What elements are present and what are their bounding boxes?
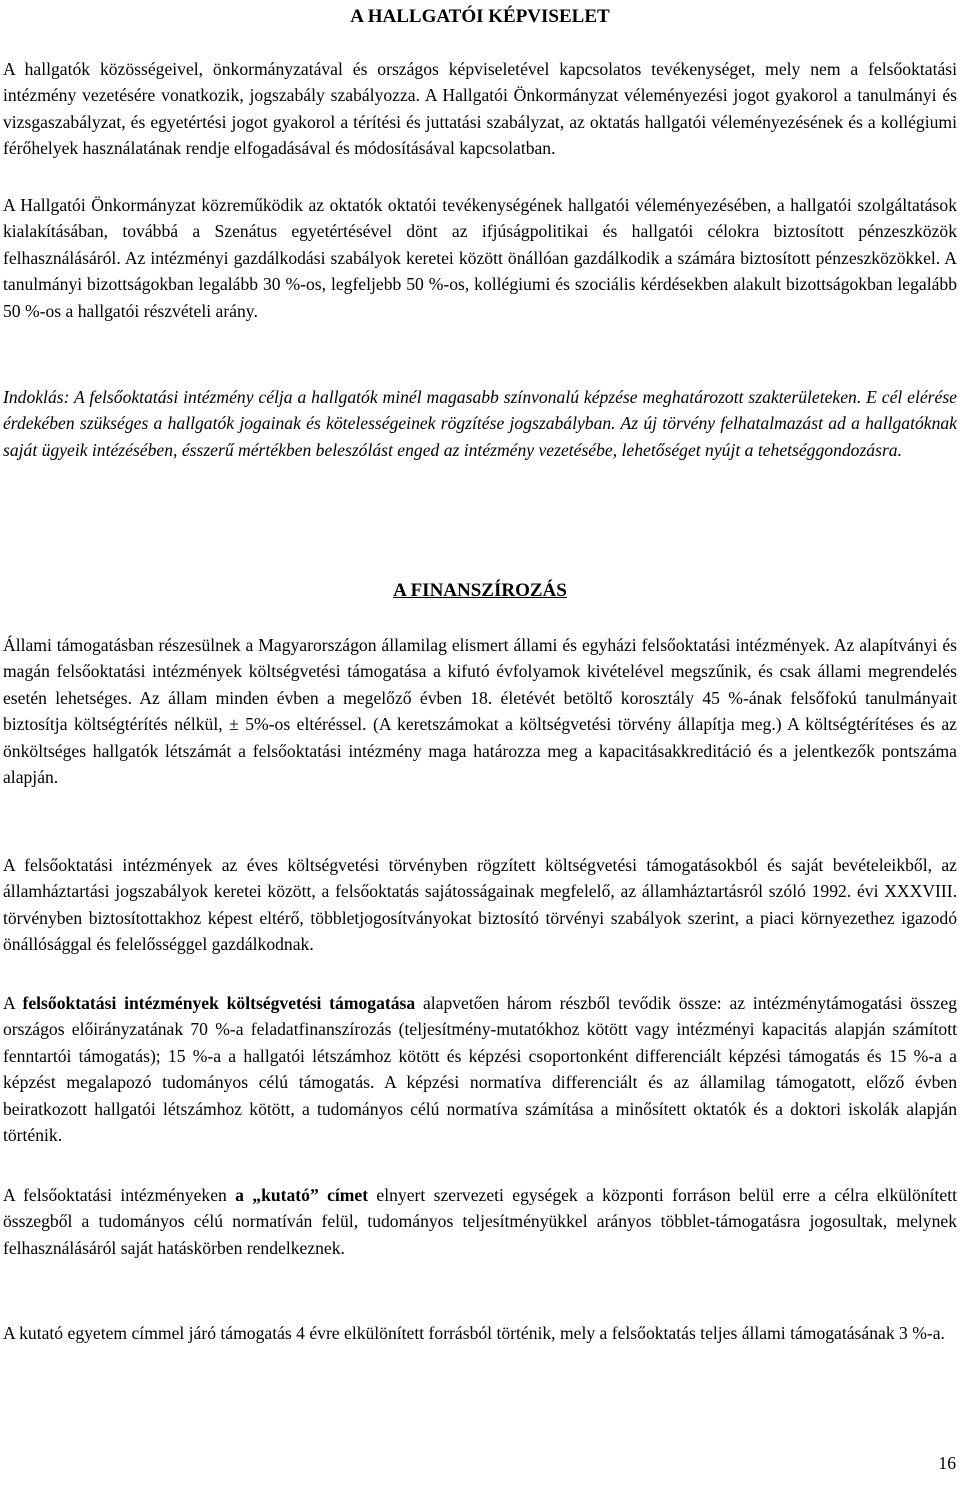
bold-phrase: a „kutató” címet <box>235 1185 369 1205</box>
paragraph-research-university-funding: A kutató egyetem címmel járó támogatás 4 évre elkülönített forrásból történik, mely a felsőoktatás teljes állami támogatásának 3 %-a. <box>3 1323 945 1343</box>
section-title-student-representation: A HALLGATÓI KÉPVISELET <box>350 6 610 27</box>
paragraph-research-title <box>3 1182 957 1261</box>
text-run: A felsőoktatási intézményeken <box>3 1185 236 1205</box>
page-number: 16 <box>938 1453 956 1473</box>
paragraph-budget-management: A felsőoktatási intézmények az éves költségvetési törvényben rögzített költségvetési támogatásokból és saját bevételeikből, az államháztartási jogszabályok keretei között, a felsőoktatás sajátosságainak megfelelő, az államháztartásról szóló 1992. évi XXXVIII. törvényben biztosítottakhoz képest eltérő, többletjogosítványokat biztosító törvényi szabályok szerint, a piaci környezethez igazodó önállósággal és felelősséggel gazdálkodnak. <box>3 855 957 955</box>
paragraph-student-self-government: A hallgatók közösségeivel, önkormányzatával és országos képviseletével kapcsolatos tevékenységet, mely nem a felsőoktatási intézmény vezetésére vonatkozik, jogszabály szabályozza. A Hallgatói Önkormányzat véleményezési jogot gyakorol a tanulmányi és vizsgaszabályzat, és egyetértési jogot gyakorol a térítési és juttatási szabályzat, az oktatás hallgatói véleményezésének és a kollégiumi férőhelyek használatának rendje elfogadásával és módosításával kapcsolatban. <box>3 59 957 159</box>
text-run: A <box>3 993 23 1013</box>
section-title-financing: A FINANSZÍROZÁS <box>393 580 567 601</box>
paragraph-student-council-role: A Hallgatói Önkormányzat közreműködik az oktatók oktatói tevékenységének hallgatói véleményezésében, a hallgatói szolgáltatások kialakításában, továbbá a Szenátus egyetértésével dönt az ifjúságpolitikai és hallgatói célokra biztosított pénzeszközök felhasználásáról. Az intézményi gazdálkodási szabályok keretei között önállóan gazdálkodik a számára biztosított pénzeszközökkel. A tanulmányi bizottságokban legalább 30 %-os, legfeljebb 50 %-os, kollégiumi és szociális kérdésekben alakult bizottságokban legalább 50 %-os a hallgatói részvételi arány. <box>3 195 957 321</box>
text-run: elnyert szervezeti egységek a központi forráson belül erre a célra elkülönített összegből a tudományos célú normatíván felül, tudományos teljesítményükkel arányos többlet-támogatásra jogosultak, melynek felhasználásáról saját hatáskörben rendelkeznek. <box>3 1185 957 1258</box>
bold-phrase: felsőoktatási intézmények költségvetési támogatása <box>22 993 416 1013</box>
text-run: alapvetően három részből tevődik össze: az intézménytámogatási összeg országos előirányzatának 70 %-a feladatfinanszírozás (teljesítmény-mutatókhoz kötött vagy intézményi kapacitás alapján számított fenntartói támogatás); 15 %-a a hallgatói létszámhoz kötött és képzési csoportonként differenciált képzési támogatás és 15 %-a a képzést megalapozó tudományos célú támogatás. A képzési normatíva differenciált és az államilag támogatott, előző évben beiratkozott hallgatói létszámhoz kötött, a tudományos célú normatíva számítása a minősített oktatók és a doktori iskolák alapján történik. <box>3 993 957 1146</box>
paragraph-budget-support-components <box>3 990 957 1148</box>
paragraph-reasoning: Indoklás: A felsőoktatási intézmény célja a hallgatók minél magasabb színvonalú képzése meghatározott szakterületeken. E cél elérése érdekében szükséges a hallgatók jogainak és kötelességeinek rögzítése jogszabályban. Az új törvény felhatalmazást ad a hallgatóknak saját ügyeik intézésében, ésszerű mértékben beleszólást enged az intézmény vezetésébe, lehetőséget nyújt a tehetséggondozásra. <box>3 387 957 460</box>
paragraph-state-funding: Állami támogatásban részesülnek a Magyarországon államilag elismert állami és egyházi felsőoktatási intézmények. Az alapítványi és magán felsőoktatási intézmények költségvetési támogatása a kifutó évfolyamok kivételével megszűnik, és csak állami megrendelés esetén lehetséges. Az állam minden évben a megelőző évben 18. életévét betöltő korosztály 45 %-ának felsőfokú tanulmányait biztosítja költségtérítés nélkül, ± 5%-os eltéréssel. (A keretszámokat a költségvetési törvény állapítja meg.) A költségtérítéses és az önköltséges hallgatók létszámát a felsőoktatási intézmény maga határozza meg a kapacitásakkreditáció és a jelentkezők pontszáma alapján. <box>3 635 957 788</box>
